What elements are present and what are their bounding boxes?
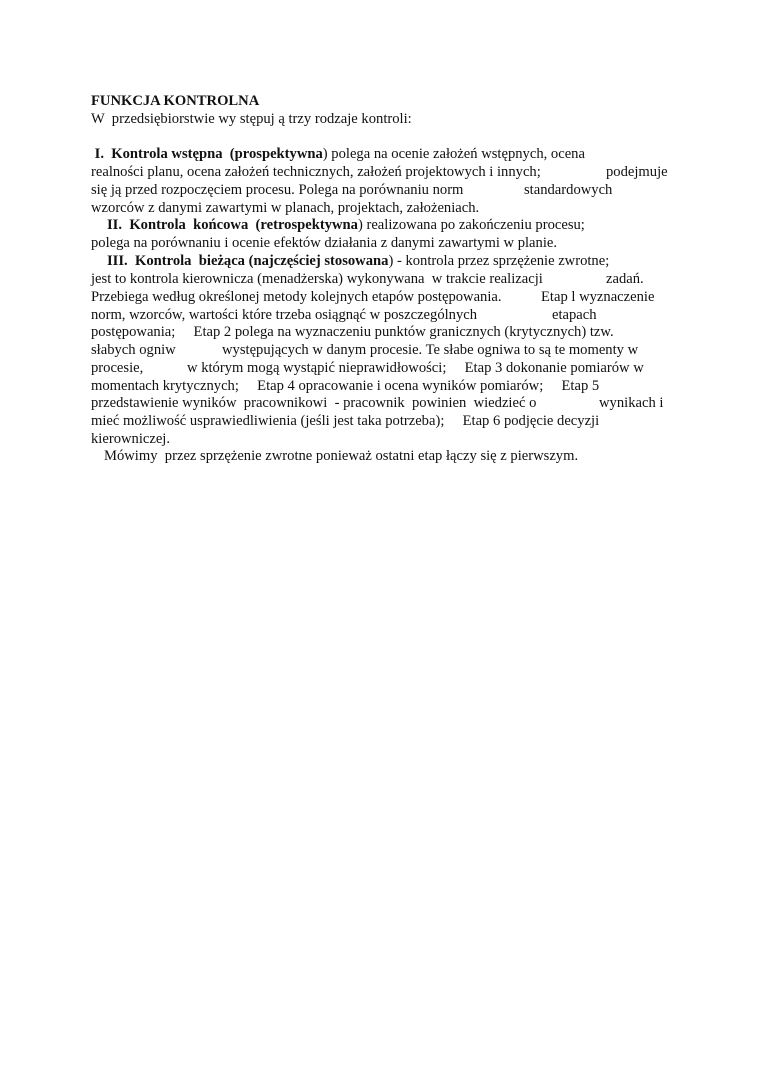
section-1-line-4: wzorców z danymi zawartymi w planach, projektach, założeniach. bbox=[91, 200, 480, 216]
section-3-line-4-end: etapach bbox=[552, 307, 597, 323]
doc-title: FUNKCJA KONTROLNA bbox=[91, 93, 260, 109]
section-3-line-5: postępowania; Etap 2 polega na wyznaczeniu punktów granicznych (krytycznych) tzw. bbox=[91, 324, 614, 340]
closing-text: Mówimy przez sprzężenie zwrotne ponieważ ostatni etap łączy się z pierwszym. bbox=[104, 448, 579, 464]
section-3-line-3: Przebiega według określonej metody kolejnych etapów postępowania. bbox=[91, 289, 502, 305]
section-3-line-11: kierowniczej. bbox=[91, 431, 171, 447]
section-3-line-2: jest to kontrola kierownicza (menadżerska) wykonywana w trakcie realizacji bbox=[91, 271, 543, 287]
section-2-heading: Kontrola końcowa (retrospektywna bbox=[129, 217, 358, 233]
section-3-line-2-end: zadań. bbox=[606, 271, 644, 287]
section-1-line-2: realności planu, ocena założeń technicznych, założeń projektowych i innych; bbox=[91, 164, 541, 180]
section-1-line-1 bbox=[91, 145, 585, 163]
section-2-text: ) realizowana po zakończeniu procesu; bbox=[357, 217, 585, 233]
section-1-line-3-end: standardowych bbox=[524, 182, 613, 198]
section-3-line-1 bbox=[107, 252, 609, 270]
section-1-heading: Kontrola wstępna (prospektywna bbox=[111, 146, 323, 162]
section-1-line-3: się ją przed rozpoczęciem procesu. Polega na porównaniu norm bbox=[91, 182, 464, 198]
section-3-heading: Kontrola bieżąca (najczęściej stosowana bbox=[134, 253, 389, 269]
section-1-line-2-end: podejmuje bbox=[606, 164, 668, 180]
section-3-line-4: norm, wzorców, wartości które trzeba osiągnąć w poszczególnych bbox=[91, 307, 478, 323]
section-2-line-1 bbox=[107, 216, 585, 234]
section-3-line-9-end: wynikach i bbox=[599, 395, 664, 411]
intro-text: W przedsiębiorstwie wy stępuj ą trzy rodzaje kontroli: bbox=[91, 111, 412, 127]
section-3-line-3-end: Etap l wyznaczenie bbox=[541, 289, 655, 305]
section-3-number: III. bbox=[107, 253, 128, 269]
section-3-line-8: momentach krytycznych; Etap 4 opracowanie i ocena wyników pomiarów; Etap 5 bbox=[91, 378, 600, 394]
section-3-line-6-end: występujących w danym procesie. Te słabe ogniwa to są te momenty w bbox=[222, 342, 639, 358]
section-3-line-9: przedstawienie wyników pracownikowi - pracownik powinien wiedzieć o bbox=[91, 395, 537, 411]
section-3-line-10: mieć możliwość usprawiedliwienia (jeśli jest taka potrzeba); Etap 6 podjęcie decyzji bbox=[91, 413, 600, 429]
section-2-line-2: polega na porównaniu i ocenie efektów działania z danymi zawartymi w planie. bbox=[91, 235, 558, 251]
section-3-line-6: słabych ogniw bbox=[91, 342, 176, 358]
section-1-text: ) polega na ocenie założeń wstępnych, ocena bbox=[322, 146, 585, 162]
section-2-number: II. bbox=[107, 217, 123, 233]
section-3-text: ) - kontrola przez sprzężenie zwrotne; bbox=[388, 253, 610, 269]
section-3-line-7-end: w którym mogą wystąpić nieprawidłowości; Etap 3 dokonanie pomiarów w bbox=[187, 360, 644, 376]
section-3-line-7: procesie, bbox=[91, 360, 144, 376]
section-1-number: I. bbox=[94, 146, 104, 162]
